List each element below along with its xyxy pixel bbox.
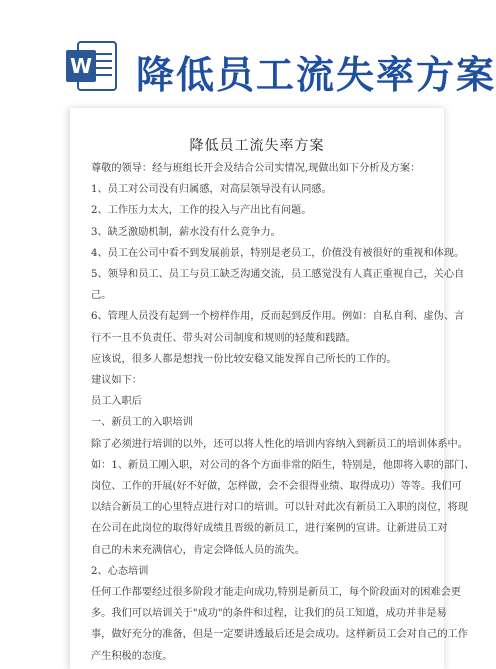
document-line: 6、管理人员没有起到一个榜样作用，反而起到反作用。例如：自私自利、虚伪、言 xyxy=(91,311,465,322)
document-line: 己。 xyxy=(91,290,112,301)
word-document-icon xyxy=(64,38,120,94)
document-line: 2、心态培训 xyxy=(91,566,149,577)
document-line: 行不一且不负责任、带头对公司制度和规则的轻蔑和践踏。 xyxy=(91,333,356,344)
word-icon-letter: W xyxy=(69,54,93,78)
document-line: 岗位、工作的开展(好不好做，怎样做，会不会很得业绩、取得成功）等等。我们可 xyxy=(91,481,462,492)
document-line: 1、员工对公司没有归属感，对高层领导没有认同感。 xyxy=(91,184,332,195)
document-page xyxy=(70,108,475,669)
banner-title: 降低员工流失率方案 xyxy=(136,53,496,97)
document-line: 一、新员工的入职培训 xyxy=(91,417,193,428)
document-line: 自己的未来充满信心，肯定会降低人员的流失。 xyxy=(91,545,305,556)
document-line: 产生积极的态度。 xyxy=(91,651,173,662)
document-line: 任何工作都要经过很多阶段才能走向成功,特别是新员工，每个阶段面对的困难会更 xyxy=(91,587,461,598)
document-line: 以结合新员工的心里特点进行对口的培训。可以针对此次有新员工入职的岗位，将现 xyxy=(91,502,468,513)
document-line: 如：1、新员工刚入职，对公司的各个方面非常的陌生，特别是，他即将入职的部门、 xyxy=(91,460,475,471)
document-line: 员工入职后 xyxy=(91,396,142,407)
document-title: 降低员工流失率方案 xyxy=(189,138,325,154)
banner xyxy=(0,0,496,112)
document-line: 建议如下： xyxy=(91,375,142,386)
document-line: 4、员工在公司中看不到发展前景，特别是老员工，价值没有被很好的重视和体现。 xyxy=(91,248,465,259)
document-line: 除了必须进行培训的以外，还可以将人性化的培训内容纳入到新员工的培训体系中。 xyxy=(91,439,468,450)
document-line: 事，做好充分的准备，但是一定要讲透最后还是会成功。这样新员工会对自己的工作 xyxy=(91,629,468,640)
document-line: 3、缺乏激励机制，薪水没有什么竞争力。 xyxy=(91,227,281,238)
document-line: 尊敬的领导：经与班组长开会及结合公司实情况,现做出如下分析及方案： xyxy=(91,163,421,174)
document-line: 应该说，很多人都是想找一份比较安稳又能发挥自己所长的工作的。 xyxy=(91,354,397,365)
document-line: 2、工作压力太大，工作的投入与产出比有问题。 xyxy=(91,205,312,216)
document-line: 5、领导和员工、员工与员工缺乏沟通交流，员工感觉没有人真正重视自己，关心自 xyxy=(91,269,465,280)
document-line: 在公司在此岗位的取得好成绩且晋级的新员工，进行案例的宣讲。让新进员工对 xyxy=(91,523,448,534)
document-line: 多。我们可以培训关于"成功"的条件和过程，让我们的员工知道，成功并非是易 xyxy=(91,608,447,619)
